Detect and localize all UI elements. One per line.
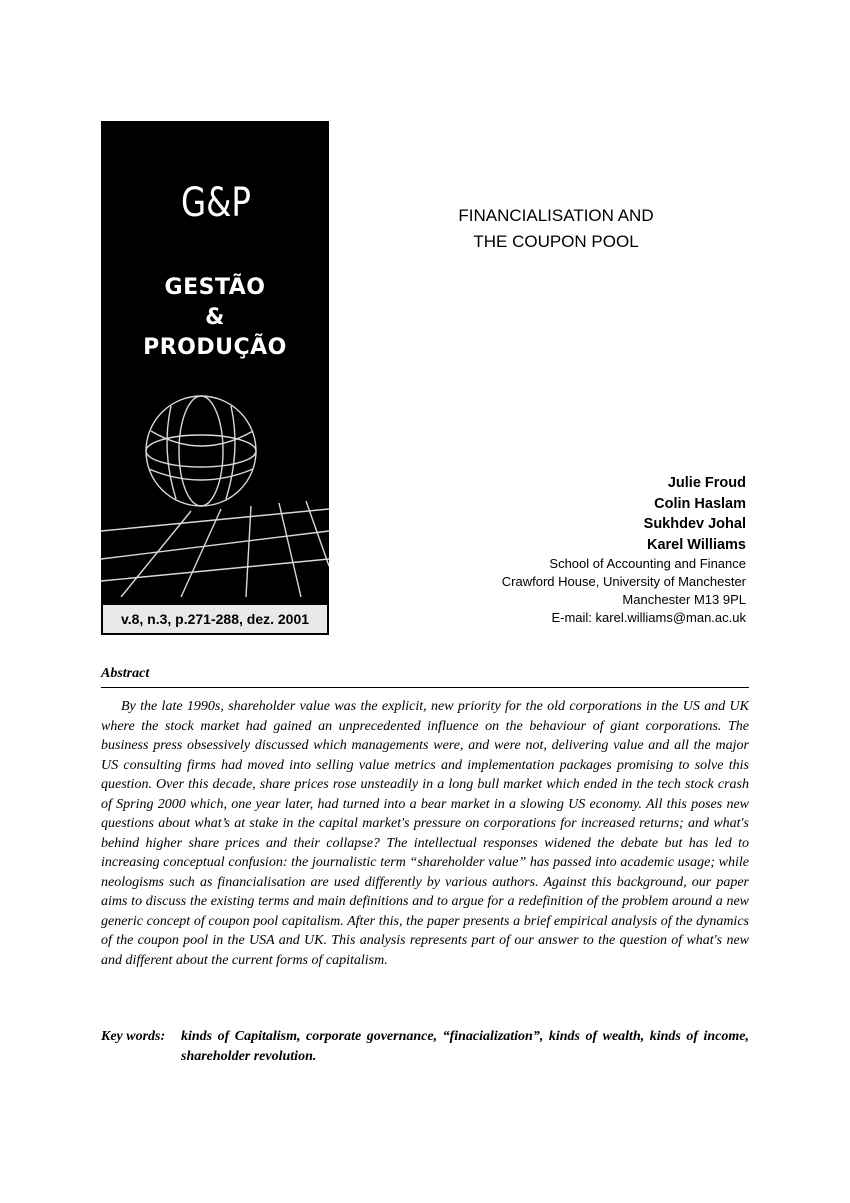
affiliation-city: Manchester M13 9PL (622, 592, 746, 607)
abstract-heading: Abstract (101, 664, 749, 688)
affiliation-address: Crawford House, University of Manchester (501, 574, 746, 589)
author-name: Sukhdev Johal (643, 516, 746, 532)
author-block (420, 473, 746, 627)
author-name: Colin Haslam (654, 495, 746, 512)
author-email: E-mail: karel.williams@man.ac.uk (551, 610, 746, 625)
author-name: Julie Froud (667, 475, 746, 491)
journal-logo-text: G&P (181, 180, 251, 226)
paper-title-line1: FINANCIALISATION AND (458, 206, 654, 225)
journal-logo (101, 121, 329, 251)
journal-cover (101, 121, 329, 635)
journal-name (101, 273, 329, 363)
author-name: Karel Williams (647, 536, 746, 553)
keywords (101, 1027, 749, 1067)
keywords-label: Key words: (101, 1029, 166, 1044)
paper-title-line2: THE COUPON POOL (473, 232, 639, 251)
affiliation-school: School of Accounting and Finance (549, 556, 746, 571)
journal-name-line2: & (205, 305, 225, 330)
issue-info: v.8, n.3, p.271-288, dez. 2001 (103, 605, 327, 633)
abstract-text: By the late 1990s, shareholder value was the explicit, new priority for the old corporations in the US and UK where the stock market had gained an unprecedented influence on the behaviour of giant corporations. The business press obsessively discussed which managements were, and were not, delivering value and all the major US consulting firms had moved into selling value metrics and implementation packages promising to solve this question. Over this decade, share prices rose unsteadily in a long bull market which ended in the tech stock crash of Spring 2000 which, one year later, had turned into a bear market in a slowing US economy. All this poses new questions about what’s at stake in the capital market's pressure on corporations for increased returns; and what's behind higher share prices and their collapse? The intellectual responses widened the debate but has led to increasing conceptual confusion: the journalistic term “shareholder value” has passed into academic usage; while neologisms such as financialisation are used differently by various authors. Against this background, our paper aims to discuss the existing terms and main definitions and to argue for a redefinition of the problem around a new generic concept of coupon pool capitalism. After this, the paper presents a brief empirical analysis of the dynamics of the coupon pool in the USA and UK. This analysis represents part of our answer to the question of what's new and different about the current forms of capitalism. (101, 699, 749, 968)
keywords-text: kinds of Capitalism, corporate governance, “finacialization”, kinds of wealth, kinds of income, shareholder revolution. (181, 1029, 749, 1064)
journal-name-line1: GESTÃO (164, 275, 266, 300)
paper-title (400, 203, 712, 255)
globe-grid-illustration (101, 391, 329, 597)
journal-name-line3: PRODUÇÃO (143, 335, 287, 360)
